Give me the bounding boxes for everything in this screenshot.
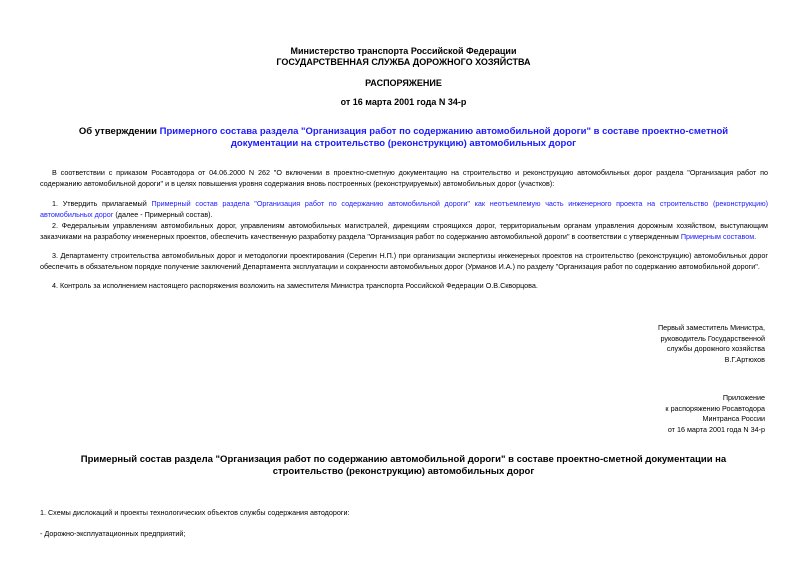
paragraph-4: 4. Контроль за исполнением настоящего распоряжения возложить на заместителя Министра транспорта Российской Федерации О.В.Скворцова. — [52, 281, 538, 290]
signature-line-4: В.Г.Артюхов — [724, 354, 765, 364]
signature-line-1: Первый заместитель Министра, — [657, 323, 765, 332]
p2-link[interactable]: Примерным составом — [680, 232, 755, 241]
ministry-heading: Министерство транспорта Российской Федерации — [290, 46, 517, 56]
appendix-line-2: к распоряжению Росавтодора — [665, 403, 765, 413]
paragraph-2 — [40, 220, 768, 242]
composition-item-1a: - Дорожно-эксплуатационных предприятий; — [40, 529, 186, 538]
composition-title: Примерный состав раздела "Организация работ по содержанию автомобильной дороги" в составе проектно-сметной документации на строительство (реконструкцию) автомобильных дорог — [80, 454, 727, 477]
appendix-line-4: от 16 марта 2001 года N 34-р — [667, 424, 765, 434]
p2-end: . — [754, 232, 757, 241]
service-heading: ГОСУДАРСТВЕННАЯ СЛУЖБА ДОРОЖНОГО ХОЗЯЙСТВА — [276, 57, 531, 67]
doc-date-number: от 16 марта 2001 года N 34-р — [340, 97, 467, 107]
paragraph-1 — [40, 198, 768, 220]
doc-type-heading: РАСПОРЯЖЕНИЕ — [365, 78, 442, 88]
paragraph-3: 3. Департаменту строительства автомобильных дорог и методологии проектирования (Серегин Н.П.) при организации экспертизы инженерных проектов на строительство (реконструкцию) автомобильных дорог обеспечить в обязательном порядке получение заключений Департамента эксплуатации и сохранности автомобильных дорог (Урманов И.А.) по разделу "Организация работ по содержанию автомобильной дороги". — [40, 251, 768, 271]
composition-item-1: 1. Схемы дислокаций и проекты технологических объектов службы содержания автодороги: — [40, 508, 350, 517]
intro-paragraph: В соответствии с приказом Росавтодора от 04.06.2000 N 262 "О включении в проектно-сметную документацию на строительство и реконструкцию автомобильных дорог раздела "Организация работ по содержанию автомобильной дороги" и в целях повышения уровня содержания вновь построенных (реконструируемых) автомобильных дорог (участков): — [40, 168, 768, 188]
p1-suffix: (далее - Примерный состав). — [113, 210, 213, 219]
title-prefix: Об утверждении — [78, 126, 160, 137]
signature-line-2: руководитель Государственной — [660, 333, 765, 343]
document-title — [60, 126, 747, 150]
p1-link[interactable]: Примерный состав раздела "Организация работ по содержанию автомобильной дороги" как неотъемлемую часть инженерного проекта на строительство (реконструкцию) автомобильных дорог — [40, 199, 768, 219]
appendix-line-1: Приложение — [722, 393, 765, 402]
title-link[interactable]: Примерного состава раздела "Организация работ по содержанию автомобильной дороги" в составе проектно-сметной документации на строительство (реконструкцию) автомобильных дорог — [159, 126, 729, 149]
p1-prefix: 1. Утвердить прилагаемый — [52, 199, 152, 208]
signature-line-3: службы дорожного хозяйства — [666, 344, 765, 353]
p2-text: 2. Федеральным управлениям автомобильных дорог, управлениям автомобильных магистралей, дирекциям строящихся дорог, территориальным органам управления дорожным хозяйством, выступающим заказчиками на разработку инженерных проектов, обеспечить качественную разработку раздела "Организация работ по содержанию автомобильной дороги" в соответствии с утвержденным — [40, 221, 768, 241]
appendix-block — [665, 393, 765, 435]
appendix-line-3: Минтранса России — [702, 414, 765, 423]
signature-block — [658, 323, 765, 365]
